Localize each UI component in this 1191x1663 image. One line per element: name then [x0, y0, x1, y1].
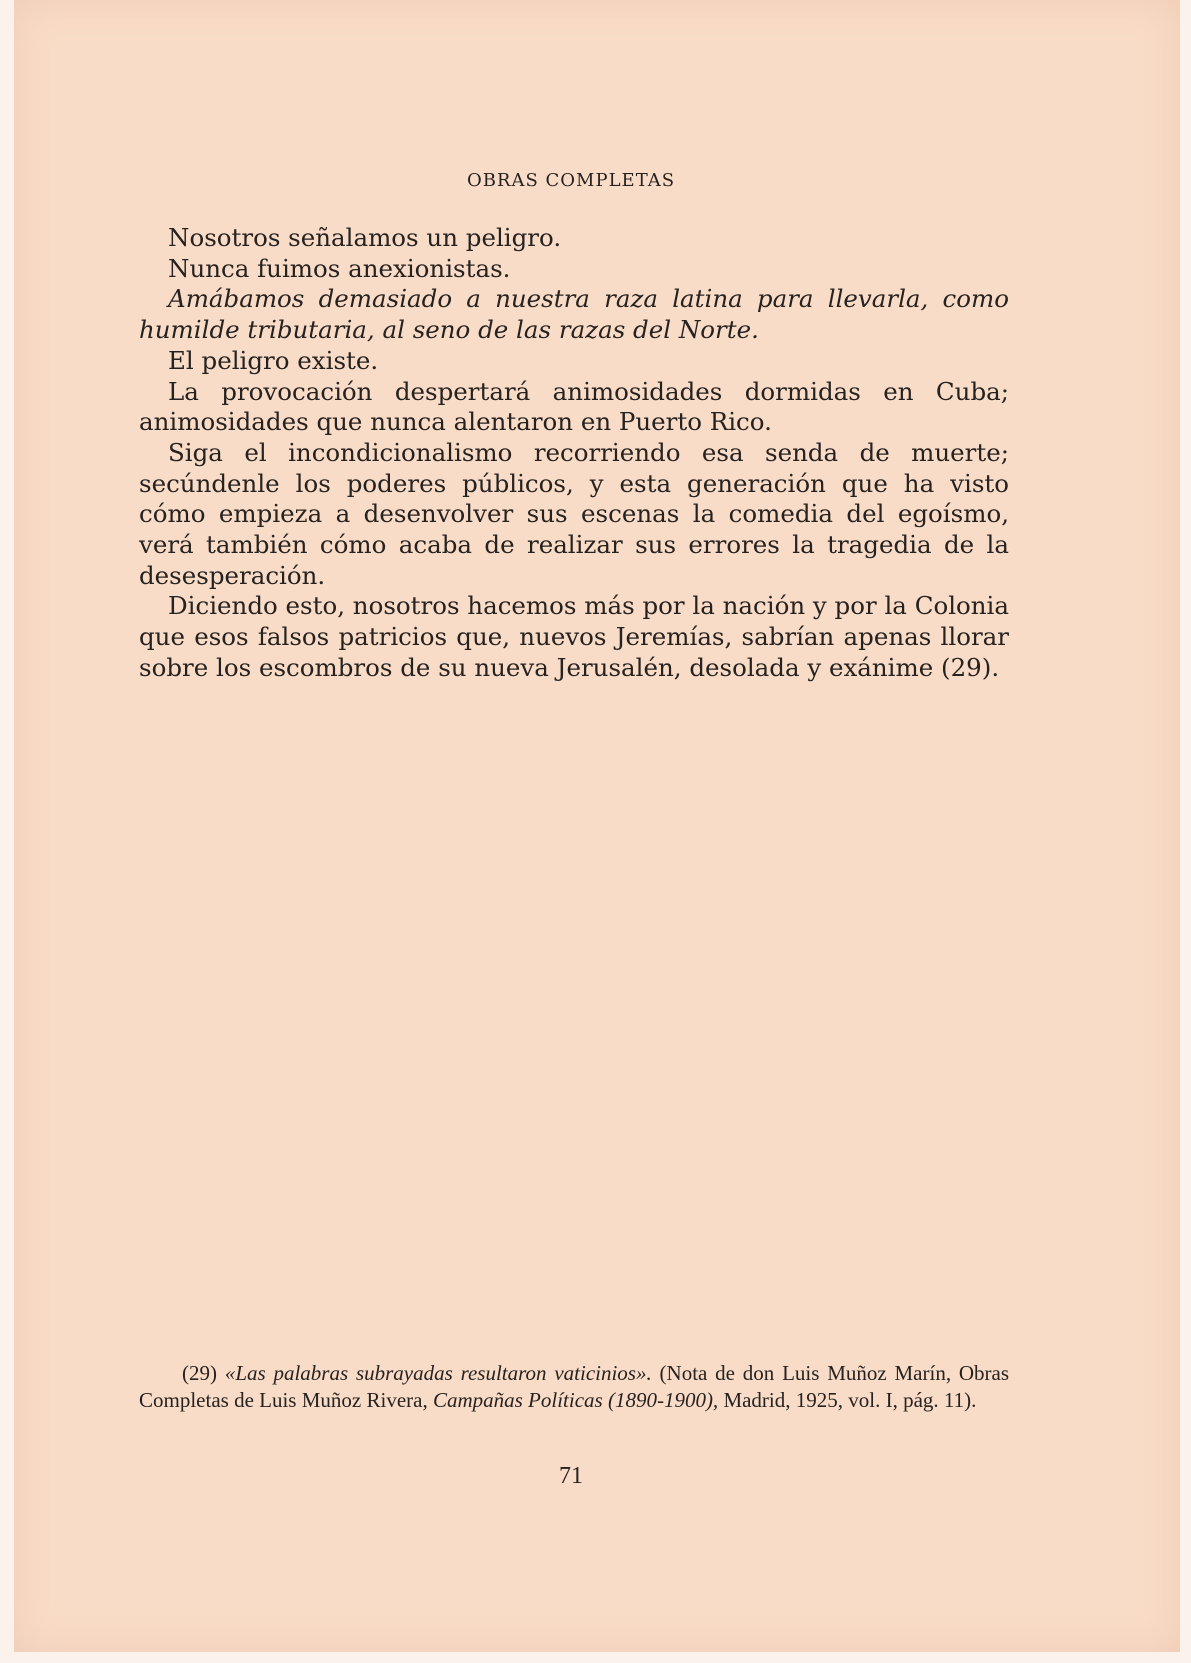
paragraph-5: La provocación despertará animosidades dormidas en Cuba; animosidades que nunca alentaron en Puerto Rico.	[139, 376, 1009, 437]
footnote-paragraph	[139, 1360, 1009, 1413]
running-head: OBRAS COMPLETAS	[466, 170, 676, 191]
footnote-marker: (29)	[182, 1361, 217, 1385]
footnote-quote: «Las palabras subrayadas resultaron vaticinios».	[224, 1361, 652, 1385]
page-sheet	[14, 0, 1180, 1652]
footnote-text-2: Madrid, 1925, vol. I, pág. 11).	[723, 1387, 977, 1412]
paragraph-4: El peligro existe.	[168, 345, 379, 375]
page-number: 71	[559, 1463, 583, 1489]
paragraph-3-italic	[139, 284, 1009, 345]
paragraph-2: Nunca fuimos anexionistas.	[168, 253, 511, 283]
paragraph-7: Diciendo esto, nosotros hacemos más por la nación y por la Colonia que esos falsos patricios que, nuevos Jeremías, sabrían apenas llorar sobre los escombros de su nueva Jerusalén, desolada y exánime (29).	[139, 591, 1009, 682]
italic-passage: Amábamos demasiado a nuestra raza latina para llevarla, como humilde tributaria, al seno de las razas del Norte.	[139, 284, 1009, 345]
paragraph-1: Nosotros señalamos un peligro.	[168, 223, 562, 252]
footnote	[139, 1360, 1009, 1413]
footnote-text-1: (Nota de don Luis Muñoz Marín, Obras Completas de Luis Muñoz Rivera,	[139, 1361, 1010, 1412]
body-text	[139, 223, 1009, 684]
footnote-book-title: Campañas Políticas (1890-1900),	[432, 1387, 719, 1412]
paragraph-6: Siga el incondicionalismo recorriendo esa senda de muerte; secúndenle los poderes públicos, y esta generación que ha visto cómo empieza a desenvolver sus escenas la comedia del egoísmo, verá también cómo acaba de realizar sus errores la tragedia de la desesperación.	[139, 437, 1009, 590]
